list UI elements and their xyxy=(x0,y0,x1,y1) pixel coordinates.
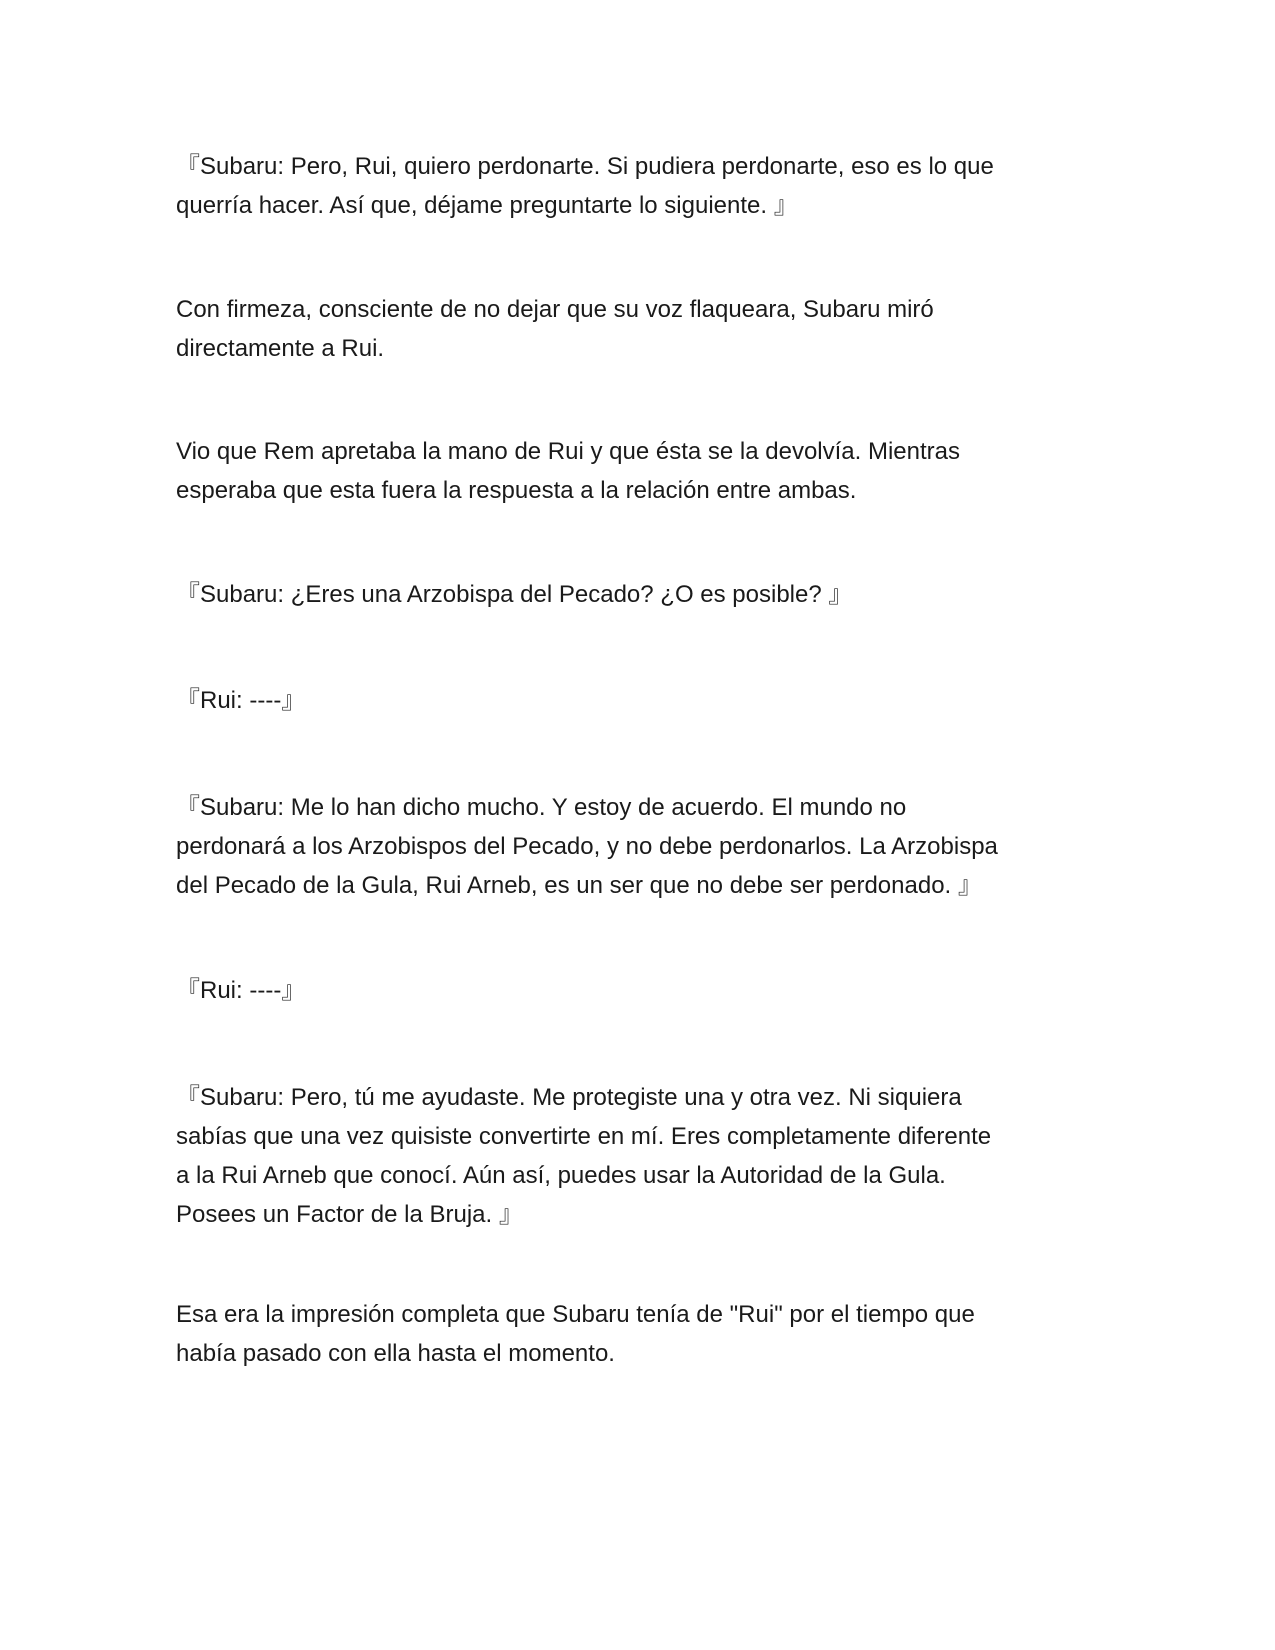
dialogue-rui-silence-1: 『Rui: ----』 xyxy=(176,687,306,714)
dialogue-subaru-archbishops: 『Subaru: Me lo han dicho mucho. Y estoy de acuerdo. El mundo no perdonará a los Arzobispos del Pecado, y no debe perdonarlos. La Arzobispa del Pecado de la Gula, Rui Arneb, es un ser que no debe ser perdonado. 』 xyxy=(176,794,998,899)
dialogue-subaru-helped: 『Subaru: Pero, tú me ayudaste. Me protegiste una y otra vez. Ni siquiera sabías que una vez quisiste convertirte en mí. Eres completamente diferente a la Rui Arneb que conocí. Aún así, puedes usar la Autoridad de la Gula. Posees un Factor de la Bruja. 』 xyxy=(176,1084,992,1228)
dialogue-rui-silence-2: 『Rui: ----』 xyxy=(176,977,306,1004)
narration-impression: Esa era la impresión completa que Subaru tenía de "Rui" por el tiempo que había pasado con ella hasta el momento. xyxy=(176,1301,975,1367)
dialogue-subaru-forgive: 『Subaru: Pero, Rui, quiero perdonarte. Si pudiera perdonarte, eso es lo que querría hacer. Así que, déjame preguntarte lo siguiente. 』 xyxy=(176,153,994,219)
narration-firm-gaze: Con firmeza, consciente de no dejar que su voz flaqueara, Subaru miró directamente a Rui. xyxy=(176,296,934,362)
narration-rem-hand: Vio que Rem apretaba la mano de Rui y que ésta se la devolvía. Mientras esperaba que esta fuera la respuesta a la relación entre ambas. xyxy=(176,438,961,504)
dialogue-subaru-question: 『Subaru: ¿Eres una Arzobispa del Pecado? ¿O es posible? 』 xyxy=(176,581,853,608)
